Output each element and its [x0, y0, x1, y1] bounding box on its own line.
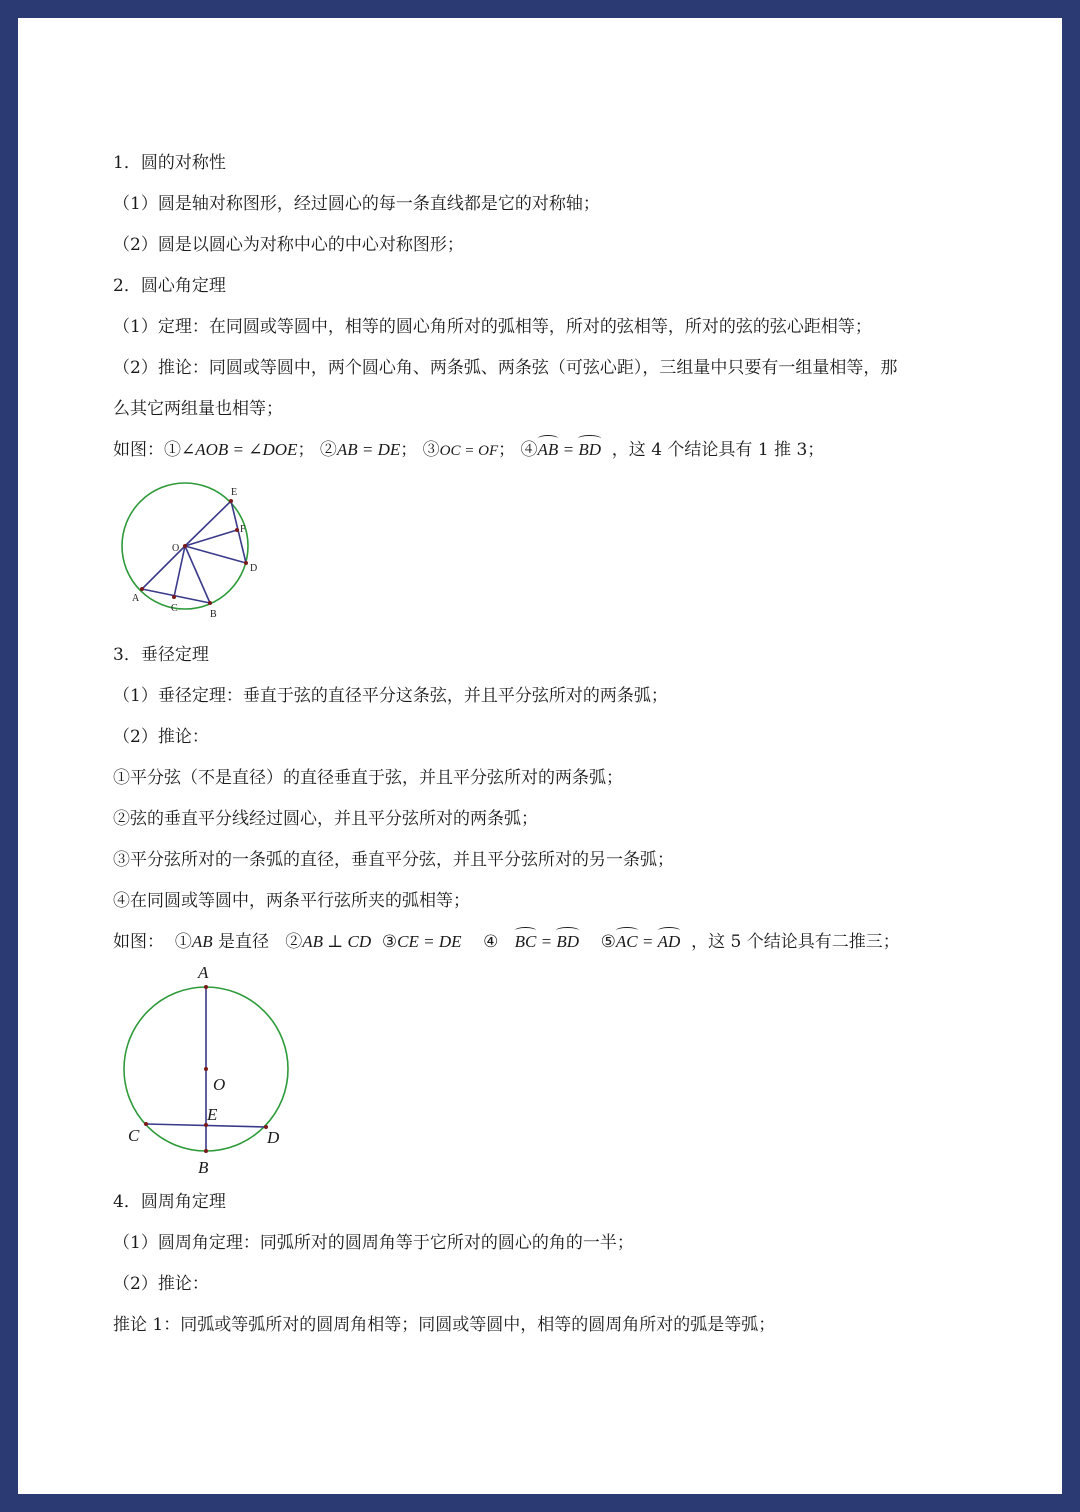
- separator: ；: [297, 440, 315, 460]
- formula-ce-de: CE = DE: [397, 932, 462, 951]
- point-d: [244, 561, 248, 565]
- document-page: [18, 18, 1062, 1494]
- point-o: [204, 1067, 208, 1071]
- arc-ad: AD: [658, 930, 681, 954]
- arc-bd: BD: [556, 930, 579, 954]
- arc-ac: AC: [616, 930, 638, 954]
- section-1-item-1: （1）圆是轴对称图形，经过圆心的每一条直线都是它的对称轴；: [113, 194, 600, 214]
- equals: =: [536, 932, 557, 951]
- circled-number-1: ①: [164, 440, 181, 460]
- corollary-3: ③平分弦所对的一条弧的直径，垂直平分弦，并且平分弦所对的另一条弧；: [113, 850, 674, 870]
- section-2-item-1: （1）定理：在同圆或等圆中，相等的圆心角所对的弧相等，所对的弦相等，所对的弦的弦心距相等；: [113, 317, 872, 337]
- label-e: E: [207, 1105, 218, 1124]
- circled-number-3: ③: [381, 932, 398, 952]
- section-3-title: 3．垂径定理: [113, 645, 209, 665]
- radius-ob: [185, 546, 210, 603]
- label-b: B: [198, 1158, 209, 1177]
- section-2-title: 2．圆心角定理: [113, 276, 226, 296]
- circled-number-3: ③: [422, 440, 440, 460]
- label-o: O: [172, 543, 180, 554]
- circled-number-4: ④: [483, 932, 499, 952]
- separator: ；: [498, 440, 516, 460]
- example-suffix: ，这 4 个结论具有 1 推 3；: [611, 440, 825, 460]
- radius-od: [185, 546, 246, 563]
- formula-angle-equal: ∠AOB = ∠DOE: [181, 440, 298, 459]
- section-3-example: [113, 930, 900, 954]
- formula-perpendicular: AB ⊥ CD: [302, 932, 372, 951]
- point-f: [235, 528, 239, 532]
- circled-number-1: ①: [174, 932, 192, 952]
- section-3-item-1: （1）垂径定理：垂直于弦的直径平分这条弦，并且平分弦所对的两条弧；: [113, 686, 668, 706]
- circled-number-4: ④: [520, 440, 538, 460]
- section-4-item-1: （1）圆周角定理：同弧所对的圆周角等于它所对的圆心的角的一半；: [113, 1233, 634, 1253]
- label-o: O: [213, 1075, 226, 1094]
- point-o: [183, 544, 187, 548]
- label-a: A: [198, 963, 209, 982]
- circled-number-2: ②: [319, 440, 337, 460]
- section-4-title: 4．圆周角定理: [113, 1192, 226, 1212]
- equals: =: [637, 932, 658, 951]
- arc-bd: BD: [578, 438, 601, 462]
- central-angle-figure: [110, 476, 270, 626]
- point-b: [208, 601, 212, 605]
- label-e: E: [231, 487, 238, 498]
- label-f: F: [240, 524, 246, 535]
- circled-number-2: ②: [285, 932, 303, 952]
- corollary-1: ①平分弦（不是直径）的直径垂直于弦，并且平分弦所对的两条弧；: [113, 768, 623, 788]
- perpendicular-diameter-figure: [118, 962, 308, 1182]
- label-d: D: [250, 563, 258, 574]
- formula-chord-equal: AB = DE: [336, 440, 401, 459]
- point-c: [144, 1122, 148, 1126]
- section-1-title: 1．圆的对称性: [113, 153, 226, 173]
- section-2-item-2-line-2: 么其它两组量也相等；: [113, 399, 283, 419]
- example-suffix: ，这 5 个结论具有二推三；: [691, 932, 900, 952]
- equals: =: [558, 440, 579, 459]
- label-b: B: [210, 609, 217, 620]
- corollary-2: ②弦的垂直平分线经过圆心，并且平分弦所对的两条弧；: [113, 809, 538, 829]
- label-a: A: [132, 593, 140, 604]
- label-d: D: [267, 1128, 280, 1147]
- point-a: [140, 587, 144, 591]
- section-3-item-2: （2）推论：: [113, 727, 209, 747]
- point-c: [172, 595, 176, 599]
- section-2-example: [113, 438, 824, 463]
- section-4-item-2: （2）推论：: [113, 1274, 209, 1294]
- label-c: C: [171, 603, 178, 614]
- section-1-item-2: （2）圆是以圆心为对称中心的中心对称图形；: [113, 235, 464, 255]
- arc-bc: BC: [515, 930, 537, 954]
- label-c: C: [128, 1126, 140, 1145]
- corollary-1-text: 推论 1：同弧或等弧所对的圆周角相等；同圆或等圆中，相等的圆周角所对的弧是等弧；: [113, 1315, 776, 1335]
- example-prefix: 如图：: [113, 440, 164, 460]
- formula-distance-equal: OC = OF: [439, 443, 499, 459]
- circled-number-5: ⑤: [600, 932, 616, 952]
- text-is-diameter: 是直径: [212, 932, 269, 952]
- point-b: [204, 1149, 208, 1153]
- point-a: [204, 985, 208, 989]
- formula-ab: AB: [191, 932, 213, 951]
- arc-ab: AB: [538, 438, 559, 462]
- point-e: [229, 499, 233, 503]
- section-2-item-2-line-1: （2）推论：同圆或等圆中，两个圆心角、两条弧、两条弦（可弦心距），三组量中只要有一组量相等，那: [113, 358, 898, 378]
- separator: ；: [400, 440, 418, 460]
- corollary-4: ④在同圆或等圆中，两条平行弦所夹的弧相等；: [113, 891, 470, 911]
- example-prefix: 如图：: [113, 932, 164, 952]
